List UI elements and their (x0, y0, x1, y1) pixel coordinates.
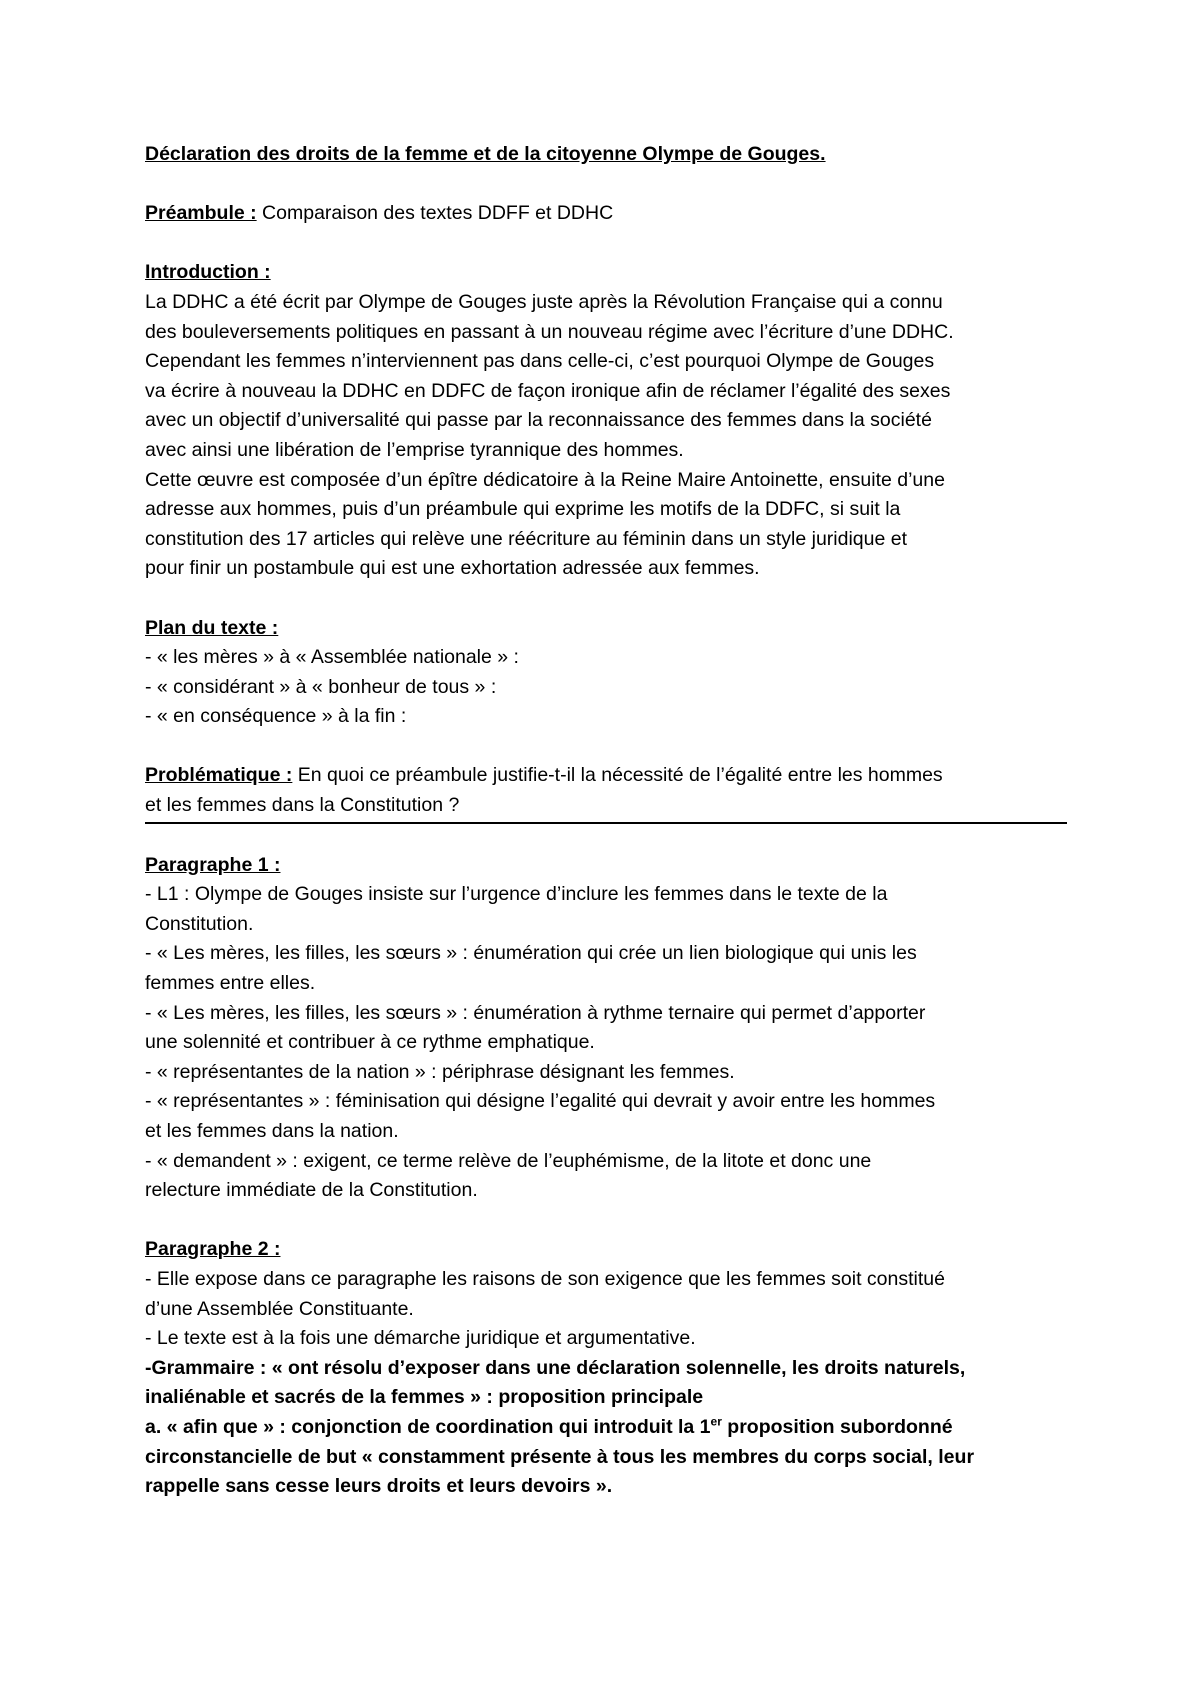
text-line: adresse aux hommes, puis d’un préambule qui exprime les motifs de la DDFC, si suit la (145, 498, 901, 521)
text-line: constitution des 17 articles qui relève une réécriture au féminin dans un style juridique et (145, 527, 908, 550)
text-line: - Elle expose dans ce paragraphe les raisons de son exigence que les femmes soit constitué (145, 1267, 945, 1290)
bold-a-part2: proposition subordonné (721, 1415, 953, 1438)
preambule-line (145, 199, 1065, 229)
ordinal-superscript: er (710, 1414, 722, 1429)
text-line: une solennité et contribuer à ce rythme emphatique. (145, 1031, 595, 1054)
text-line: va écrire à nouveau la DDHC en DDFC de façon ironique afin de réclamer l’égalité des sexes (145, 379, 951, 402)
preambule-text: Comparaison des textes DDFF et DDHC (262, 202, 614, 225)
introduction-body (145, 288, 1065, 584)
plan-list (145, 643, 1065, 732)
bold-a-part1: a. « afin que » : conjonction de coordination qui introduit la 1 (145, 1415, 711, 1438)
text-line: avec un objectif d’universalité qui passe par la reconnaissance des femmes dans la société (145, 409, 932, 432)
plan-heading: Plan du texte : (145, 616, 279, 639)
problematique-text: En quoi ce préambule justifie-t-il la nécessité de l’égalité entre les hommes (292, 764, 943, 787)
text-line: - « Les mères, les filles, les sœurs » : énumération qui crée un lien biologique qui unis les (145, 942, 917, 965)
paragraphe2-heading: Paragraphe 2 : (145, 1238, 281, 1261)
text-line: - « Les mères, les filles, les sœurs » : énumération à rythme ternaire qui permet d’apporter (145, 1001, 926, 1024)
preambule-label: Préambule : (145, 202, 257, 225)
introduction-heading: Introduction : (145, 261, 271, 284)
text-line: avec ainsi une libération de l’emprise tyrannique des hommes. (145, 438, 684, 461)
text-line: d’une Assemblée Constituante. (145, 1297, 414, 1320)
text-line: des bouleversements politiques en passant à un nouveau régime avec l’écriture d’une DDHC. (145, 320, 954, 343)
bold-text-line: circonstancielle de but « constamment présente à tous les membres du corps social, leur (145, 1445, 975, 1468)
paragraphe1-heading: Paragraphe 1 : (145, 853, 281, 876)
problematique-label: Problématique : (145, 764, 293, 787)
text-line: - « représentantes » : féminisation qui désigne l’egalité qui devrait y avoir entre les hommes (145, 1090, 936, 1113)
bold-text-line-a (145, 1413, 1065, 1443)
text-line: Cette œuvre est composée d’un épître dédicatoire à la Reine Maire Antoinette, ensuite d’une (145, 468, 945, 491)
paragraphe1-body (145, 880, 1065, 1206)
text-line: pour finir un postambule qui est une exhortation adressée aux femmes. (145, 557, 760, 580)
list-item: - « en conséquence » à la fin : (145, 705, 407, 728)
text-line: - Le texte est à la fois une démarche juridique et argumentative. (145, 1327, 696, 1350)
bold-text-line: inaliénable et sacrés de la femmes » : proposition principale (145, 1386, 704, 1409)
bold-text-line: -Grammaire : « ont résolu d’exposer dans une déclaration solennelle, les droits naturels, (145, 1356, 966, 1379)
text-line: et les femmes dans la nation. (145, 1120, 399, 1142)
text-line: La DDHC a été écrit par Olympe de Gouges juste après la Révolution Française qui a connu (145, 290, 943, 313)
text-line: femmes entre elles. (145, 972, 316, 995)
problematique-line (145, 761, 1065, 791)
text-line: et les femmes dans la Constitution ? (145, 794, 460, 817)
text-line: Cependant les femmes n’interviennent pas dans celle-ci, c’est pourquoi Olympe de Gouges (145, 350, 935, 373)
text-line: - « demandent » : exigent, ce terme relève de l’euphémisme, de la litote et donc une (145, 1149, 872, 1172)
text-line: - L1 : Olympe de Gouges insiste sur l’urgence d’inclure les femmes dans le texte de la (145, 883, 888, 906)
document-page (145, 140, 1065, 1502)
text-line: Constitution. (145, 912, 254, 935)
text-line: relecture immédiate de la Constitution. (145, 1179, 478, 1202)
bold-text-line: rappelle sans cesse leurs droits et leurs devoirs ». (145, 1475, 613, 1498)
list-item: - « considérant » à « bonheur de tous » : (145, 675, 497, 698)
text-line: - « représentantes de la nation » : périphrase désignant les femmes. (145, 1060, 735, 1083)
document-title: Déclaration des droits de la femme et de la citoyenne Olympe de Gouges. (145, 143, 826, 165)
paragraphe2-body (145, 1265, 1065, 1502)
list-item: - « les mères » à « Assemblée nationale » : (145, 646, 519, 669)
